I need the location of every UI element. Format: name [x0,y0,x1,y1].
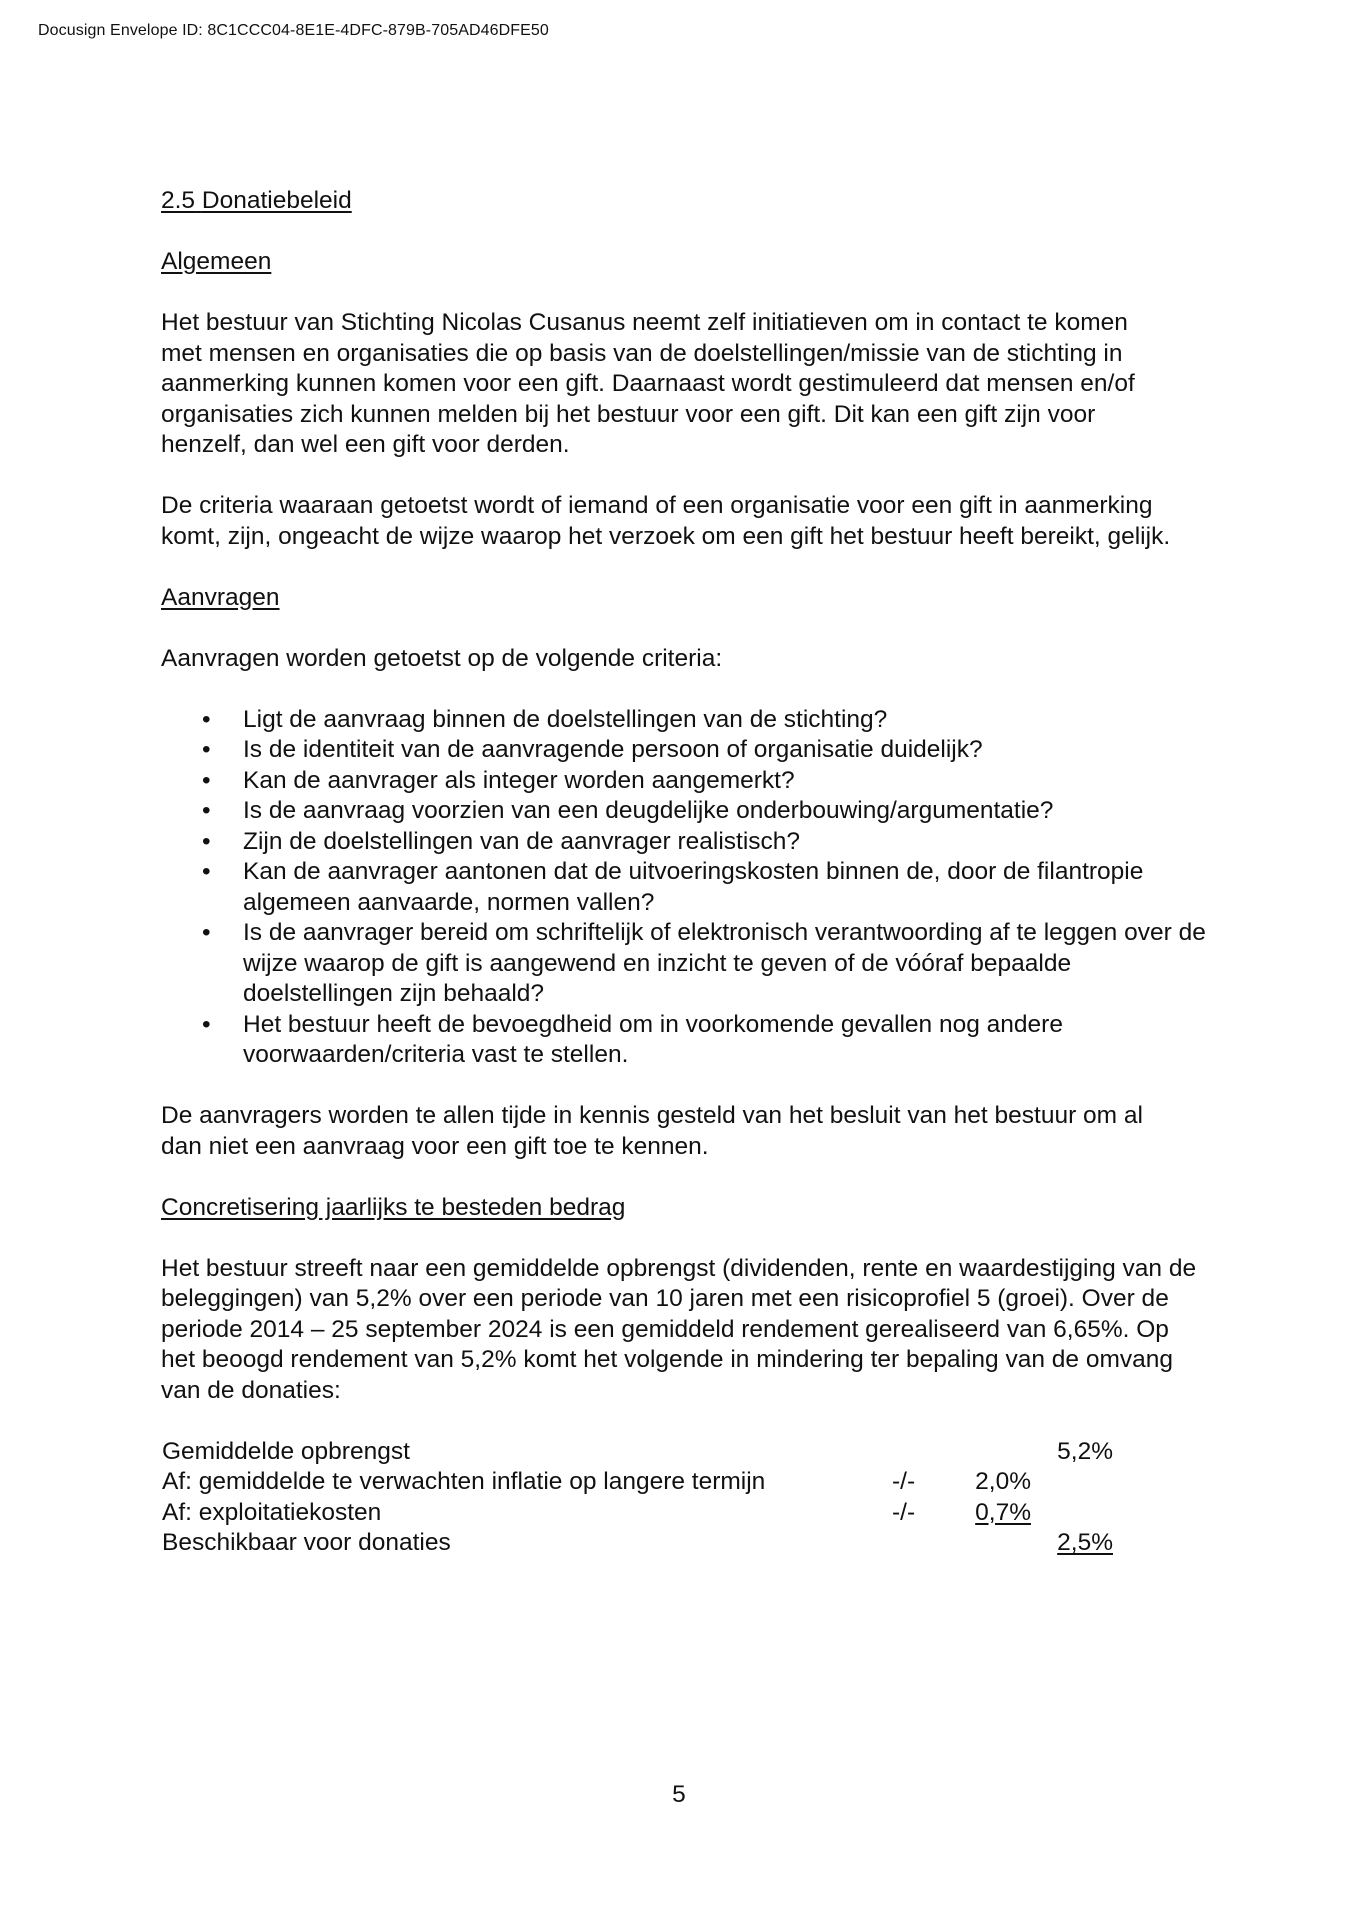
criteria-text: Zijn de doelstellingen van de aanvrager realistisch? [243,827,801,855]
section-number: 2.5 [161,187,196,214]
calc-subvalue: 0,7% [975,1498,1031,1526]
section-heading [161,186,1201,217]
calc-label: Beschikbaar voor donaties [162,1529,451,1556]
bullet-icon: • [202,766,211,794]
donation-calculation [161,1437,1201,1559]
list-item [161,1010,1213,1071]
algemeen-heading: Algemeen [161,248,272,275]
list-item [161,766,1213,797]
criteria-text: Ligt de aanvraag binnen de doelstellingen van de stichting? [243,705,888,733]
calc-row [161,1467,1201,1498]
algemeen-paragraph-1: Het bestuur van Stichting Nicolas Cusanus neemt zelf initiatieven om in contact te komen met mensen en organisaties die op basis van de doelstellingen/missie van de stichting in aanmerking kunnen komen voor een gift. Daarnaast wordt gestimuleerd dat mensen en/of organisaties zich kunnen melden bij het bestuur voor een gift. Dit kan een gift zijn voor henzelf, dan wel een gift voor derden. [161,309,1135,458]
envelope-id: Docusign Envelope ID: 8C1CCC04-8E1E-4DFC-879B-705AD46DFE50 [38,22,549,39]
criteria-list [161,705,1206,1071]
criteria-text: Het bestuur heeft de bevoegdheid om in voorkomende gevallen nog andere voorwaarden/criteria vast te stellen. [243,1010,1063,1068]
calc-label: Af: gemiddelde te verwachten inflatie op langere termijn [162,1468,766,1495]
algemeen-paragraph-2: De criteria waaraan getoetst wordt of iemand of een organisatie voor een gift in aanmerking komt, zijn, ongeacht de wijze waarop het verzoek om een gift het bestuur heeft bereikt, gelijk. [161,492,1171,550]
criteria-text: Is de aanvraag voorzien van een deugdelijke onderbouwing/argumentatie? [243,797,1054,824]
calc-label: Gemiddelde opbrengst [162,1437,410,1465]
criteria-text: Kan de aanvrager als integer worden aangemerkt? [243,766,795,794]
calc-row [161,1498,1201,1529]
page-number: 5 [672,1781,686,1808]
aanvragen-intro: Aanvragen worden getoetst op de volgende criteria: [161,644,723,672]
list-item [161,705,1213,736]
calc-total: 5,2% [1057,1437,1113,1465]
bullet-icon: • [202,858,211,885]
list-item [161,796,1213,827]
bullet-icon: • [202,1010,211,1038]
calc-row [161,1437,1201,1468]
calc-row [161,1528,1201,1559]
list-item [161,857,1213,918]
bullet-icon: • [202,705,211,733]
calc-minus: -/- [892,1498,916,1526]
list-item [161,827,1213,858]
calc-label: Af: exploitatiekosten [162,1498,382,1526]
section-title: Donatiebeleid [201,187,352,214]
subheading-aanvragen [161,583,1201,614]
list-item [161,735,1213,766]
aanvragen-heading: Aanvragen [161,583,280,611]
bullet-icon: • [202,919,211,946]
list-item [161,918,1213,1010]
bullet-icon: • [202,827,211,855]
calc-subvalue: 2,0% [975,1468,1031,1495]
bullet-icon: • [202,797,211,824]
calc-minus: -/- [892,1468,916,1495]
concretisering-paragraph: Het bestuur streeft naar een gemiddelde opbrengst (dividenden, rente en waardestijging van de beleggingen) van 5,2% over een periode van 10 jaren met een risicoprofiel 5 (groei). Over de periode 2014 – 25 september 2024 is een gemiddeld rendement gerealiseerd van 6,65%. Op het beoogd rendement van 5,2% komt het volgende in mindering ter bepaling van de omvang van de donaties: [161,1254,1197,1404]
criteria-text: Is de identiteit van de aanvragende persoon of organisatie duidelijk? [243,736,983,763]
document-body [161,186,1206,1559]
criteria-text: Kan de aanvrager aantonen dat de uitvoeringskosten binnen de, door de filantropie algemeen aanvaarde, normen vallen? [243,858,1144,916]
criteria-text: Is de aanvrager bereid om schriftelijk of elektronisch verantwoording af te leggen over de wijze waarop de gift is aangewend en inzicht te geven of de vóóraf bepaalde doelstellingen zijn behaald? [243,919,1206,1007]
calc-total: 2,5% [1057,1529,1113,1556]
subheading-algemeen [161,247,1201,278]
subheading-concretisering [161,1193,1201,1224]
concretisering-heading: Concretisering jaarlijks te besteden bedrag [161,1193,626,1221]
aanvragen-closing: De aanvragers worden te allen tijde in kennis gesteld van het besluit van het bestuur om al dan niet een aanvraag voor een gift toe te kennen. [161,1102,1143,1160]
bullet-icon: • [202,736,211,763]
